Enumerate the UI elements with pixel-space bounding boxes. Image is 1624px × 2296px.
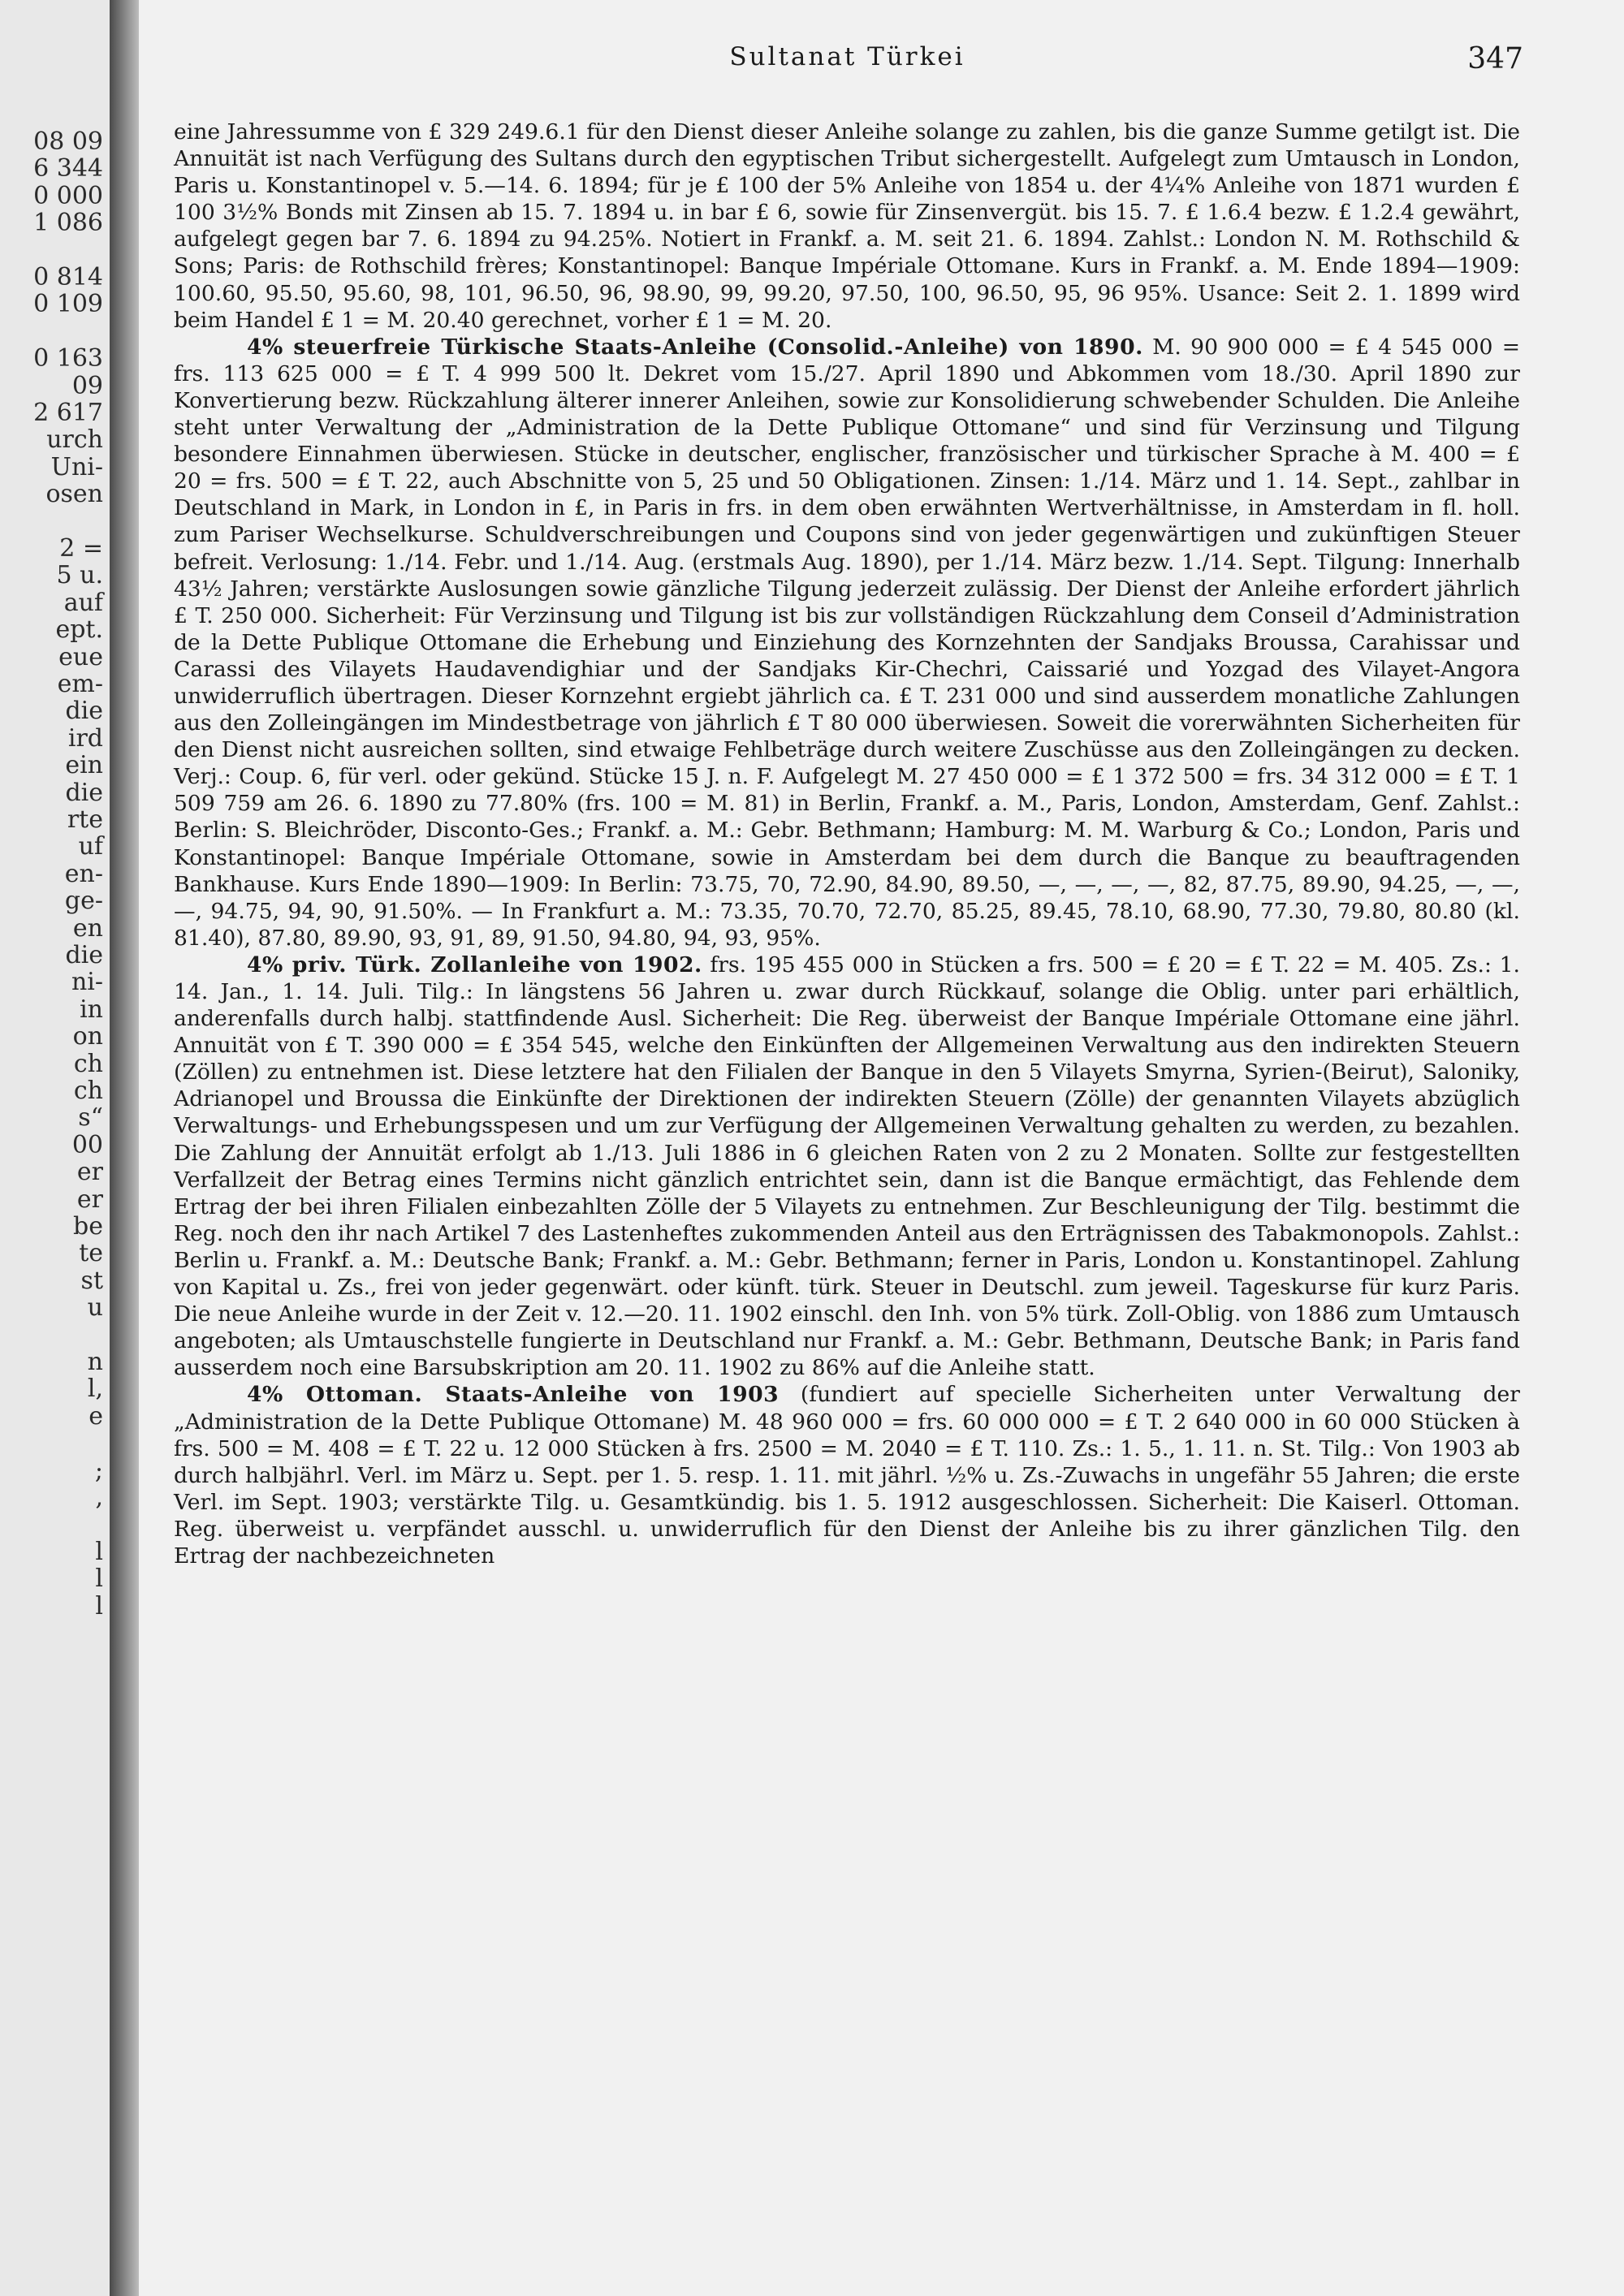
previous-page-fragment: osen: [45, 480, 103, 509]
previous-page-fragment: 0 163: [33, 344, 103, 373]
previous-page-fragment: te: [79, 1239, 103, 1268]
previous-page-fragment: s“: [78, 1103, 103, 1133]
previous-page-fragment: be: [73, 1212, 103, 1241]
previous-page-fragment: on: [72, 1022, 103, 1051]
paragraph-text: eine Jahressumme von £ 329 249.6.1 für den Dienst dieser Anleihe solange zu zahlen, bis die ganze Summe getilgt ist. Die Annuität ist nach Verfügung des Sultans durch den egyptischen Tribut sichergestellt. Aufgelegt zum Umtausch in London, Paris u. Konstantinopel v. 5.—14. 6. 1894; für je £ 100 der 5% Anleihe von 1854 u. der 4¼% Anleihe von 1871 wurden £ 100 3½% Bonds mit Zinsen ab 15. 7. 1894 u. in bar £ 6, sowie für Zinsenvergüt. bis 15. 7. £ 1.6.4 bezw. £ 1.2.4 gewährt, aufgelegt gegen bar 7. 6. 1894 zu 94.25%. Notiert in Frankf. a. M. seit 21. 6. 1894. Zahlst.: London N. M. Rothschild & Sons; Paris: de Rothschild frères; Konstantinopel: Banque Impériale Ottomane. Kurs in Frankf. a. M. Ende 1894—1909: 100.60, 95.50, 95.60, 98, 101, 96.50, 96, 98.90, 99, 99.20, 97.50, 100, 96.50, 95, 96 95%. Usance: Seit 2. 1. 1899 wird beim Handel £ 1 = M. 20.40 gerechnet, vorher £ 1 = M. 20.: [174, 119, 1520, 333]
previous-page-fragment: 09: [71, 371, 103, 400]
paragraph: [174, 334, 1520, 952]
previous-page-fragment: 2 =: [59, 534, 103, 563]
previous-page-fragment: rte: [67, 805, 103, 834]
running-title: Sultanat Türkei: [729, 42, 965, 71]
previous-page-fragment: e: [89, 1401, 103, 1431]
previous-page-fragment: 5 u.: [56, 561, 103, 590]
previous-page-fragment: Uni-: [50, 452, 103, 481]
previous-page-fragment: ch: [73, 1077, 103, 1105]
previous-page-fragment: eue: [58, 642, 103, 671]
previous-page-fragment: 6 344: [33, 154, 103, 183]
previous-page-fragment: ein: [65, 751, 103, 780]
body-text: [174, 119, 1520, 1569]
paragraph-text: frs. 195 455 000 in Stücken a frs. 500 = £ 20 = £ T. 22 = M. 405. Zs.: 1. 14. Jan., 1. 14. Juli. Tilg.: In längstens 56 Jahren u. zwar durch Rückkauf, solange die Oblig. unter pari erhältlich, anderenfalls durch halbj. stattfindende Ausl. Sicherheit: Die Reg. überweist der Banque Impériale Ottomane eine jährl. Annuität von £ T. 390 000 = £ 354 545, welche den Einkünften der Allgemeinen Verwaltung aus den indirekten Steuern (Zöllen) zu entnehmen ist. Diese letztere hat den Filialen der Banque in den 5 Vilayets Smyrna, Syrien-(Beirut), Saloniky, Adrianopel und Broussa die Einkünfte der Direktionen der indirekten Steuern (Zölle) der genannten Vilayets abzüglich Verwaltungs- und Erhebungsspesen und um zur Verfügung der Allgemeinen Verwaltung gehalten zu werden, zu bezahlen. Die Zahlung der Annuität erfolgt ab 1./13. Juli 1886 in 6 gleichen Raten von 2 zu 2 Monaten. Sollte zur festgestellten Verfallzeit der Betrag eines Termins nicht gänzlich entrichtet sein, dann ist die Banque ermächtigt, das Fehlende dem Ertrag der bei ihren Filialen einbezahlten Zölle der 5 Vilayets zu entnehmen. Zur Beschleunigung der Tilg. bestimmt die Reg. noch den ihr nach Artikel 7 des Lastenheftes zukommenden Anteil aus den Erträgnissen des Tabakmonopols. Zahlst.: Berlin u. Frankf. a. M.: Deutsche Bank; Frankf. a. M.: Gebr. Bethmann; ferner in Paris, London u. Konstantinopel. Zahlung von Kapital u. Zs., frei von jeder gegenwärt. oder künft. türk. Steuer in Deutschl. zum jeweil. Tageskurse für kurz Paris. Die neue Anleihe wurde in der Zeit v. 12.—20. 11. 1902 einschl. den Inh. von 5% türk. Zoll-Oblig. von 1886 zum Umtausch angeboten; als Umtauschstelle fungierte in Deutschland nur Frankf. a. M.: Gebr. Bethmann, Deutsche Bank; in Paris fand ausserdem noch eine Barsubskription am 20. 11. 1902 zu 86% auf die Anleihe statt.: [174, 952, 1520, 1381]
previous-page-margin: [0, 0, 110, 2296]
previous-page-fragment: die: [65, 697, 103, 726]
paragraph-text: M. 90 900 000 = £ 4 545 000 = frs. 113 625 000 = £ T. 4 999 500 lt. Dekret vom 15./27. April 1890 und Abkommen vom 18./30. April 1890 zur Konvertierung bezw. Rückzahlung älterer innerer Anleihen, sowie zur Konsolidierung schwebender Schulden. Die Anleihe steht unter Verwaltung der „Administration de la Dette Publique Ottomane“ und sind für Verzinsung und Tilgung besondere Einnahmen überwiesen. Stücke in deutscher, englischer, französischer und türkischer Sprache à M. 400 = £ 20 = frs. 500 = £ T. 22, auch Abschnitte von 5, 25 und 50 Obligationen. Zinsen: 1./14. März und 1. 14. Sept., zahlbar in Deutschland in Mark, in London in £, in Paris in frs. in dem oben erwähnten Wertverhältnisse, in Amsterdam in fl. holl. zum Pariser Wechselkurse. Schuldverschreibungen und Coupons sind von jeder gegenwärtigen und zukünftigen Steuer befreit. Verlosung: 1./14. Febr. und 1./14. Aug. (erstmals Aug. 1890), per 1./14. März bezw. 1./14. Sept. Tilgung: Innerhalb 43½ Jahren; verstärkte Auslosungen sowie gänzliche Tilgung jederzeit zulässig. Der Dienst der Anleihe erfordert jährlich £ T. 250 000. Sicherheit: Für Verzinsung und Tilgung ist bis zur vollständigen Rückzahlung dem Conseil d’Administration de la Dette Publique Ottomane die Erhebung und Einziehung des Kornzehnten der Sandjaks Broussa, Carahissar und Carassi des Vilayets Haudavendighiar und der Sandjaks Kir-Chechri, Caissarié und Yozgad des Vilayet-Angora unwiderruflich übertragen. Dieser Kornzehnt ergiebt jährlich ca. £ T. 231 000 und sind ausserdem monatliche Zahlungen aus den Zolleingängen im Mindestbetrage von jährlich £ T 80 000 überwiesen. Soweit die vorerwähnten Sicherheiten für den Dienst nicht ausreichen sollten, sind etwaige Fehlbeträge durch weitere Zuschüsse aus den Zolleingängen zu decken. Verj.: Coup. 6, für verl. oder gekünd. Stücke 15 J. n. F. Aufgelegt M. 27 450 000 = £ 1 372 500 = frs. 34 312 000 = £ T. 1 509 759 am 26. 6. 1890 zu 77.80% (frs. 100 = M. 81) in Berlin, Frankf. a. M., Paris, London, Amsterdam, Genf. Zahlst.: Berlin: S. Bleichröder, Disconto-Ges.; Frankf. a. M.: Gebr. Bethmann; Hamburg: M. M. Warburg & Co.; London, Paris und Konstantinopel: Banque Impériale Ottomane, sowie in Amsterdam bei dem durch die Banque zu beauftragenden Bankhause. Kurs Ende 1890—1909: In Berlin: 73.75, 70, 72.90, 84.90, 89.50, —, —, —, —, 82, 87.75, 89.90, 94.25, —, —, —, 94.75, 94, 90, 91.50%. — In Frankfurt a. M.: 73.35, 70.70, 72.70, 85.25, 89.45, 78.10, 68.90, 77.30, 79.80, 80.80 (kl. 81.40), 87.80, 89.90, 93, 91, 89, 91.50, 94.80, 94, 93, 95%.: [174, 334, 1520, 951]
previous-page-fragment: die: [65, 941, 103, 969]
previous-page-fragment: st: [80, 1266, 103, 1295]
previous-page-fragment: uf: [78, 832, 103, 861]
entry-heading: 4% priv. Türk. Zollanleihe von 1902.: [247, 952, 702, 978]
page: [139, 0, 1624, 2296]
previous-page-fragment: em-: [57, 670, 103, 698]
previous-page-fragment: 0 000: [33, 181, 103, 210]
paragraph: [174, 1381, 1520, 1569]
previous-page-fragment: ni-: [71, 968, 103, 997]
page-number: 347: [1467, 42, 1523, 76]
previous-page-fragment: ge-: [64, 887, 103, 916]
previous-page-fragment: ,: [95, 1483, 103, 1512]
previous-page-fragment: urch: [46, 425, 103, 455]
previous-page-fragment: ird: [67, 723, 103, 753]
previous-page-fragment: l: [95, 1591, 103, 1621]
paragraph: [174, 119, 1520, 334]
previous-page-fragment: l: [95, 1564, 103, 1594]
previous-page-fragment: 0 814: [33, 263, 103, 291]
entry-heading: 4% steuerfreie Türkische Staats-Anleihe (Consolid.-Anleihe) von 1890.: [247, 334, 1143, 360]
previous-page-fragment: en-: [64, 859, 103, 888]
page-header: [171, 42, 1523, 80]
previous-page-fragment: u: [87, 1293, 103, 1323]
previous-page-fragment: l: [95, 1537, 103, 1566]
previous-page-fragment: 0 109: [33, 290, 103, 319]
previous-page-fragment: ;: [94, 1456, 103, 1485]
previous-page-fragment: die: [65, 778, 103, 807]
previous-page-fragment: l,: [87, 1375, 103, 1404]
previous-page-fragment: 1 086: [33, 209, 103, 238]
previous-page-fragment: en: [72, 913, 103, 943]
previous-page-fragment: ch: [73, 1049, 103, 1078]
previous-page-fragment: er: [76, 1158, 103, 1187]
previous-page-fragment: 08 09: [33, 127, 103, 156]
previous-page-fragment: er: [76, 1185, 103, 1214]
previous-page-fragment: 2 617: [33, 399, 103, 427]
previous-page-fragment: ept.: [55, 615, 103, 645]
previous-page-fragment: auf: [63, 588, 103, 617]
previous-page-fragment: 00: [71, 1130, 103, 1159]
paragraph-text: (fundiert auf specielle Sicherheiten unter Verwaltung der „Administration de la Dette Publique Ottomane) M. 48 960 000 = frs. 60 000 000 = £ T. 2 640 000 in 60 000 Stücken à frs. 500 = M. 408 = £ T. 22 u. 12 000 Stücken à frs. 2500 = M. 2040 = £ T. 110. Zs.: 1. 5., 1. 11. n. St. Tilg.: Von 1903 ab durch halbjährl. Verl. im März u. Sept. per 1. 5. resp. 1. 11. mit jährl. ½% u. Zs.-Zuwachs in ungefähr 55 Jahren; die erste Verl. im Sept. 1903; verstärkte Tilg. u. Gesamtkündig. bis 1. 5. 1912 ausgeschlossen. Sicherheit: Die Kaiserl. Ottoman. Reg. überweist u. verpfändet ausschl. u. unwiderruflich für den Dienst der Anleihe bis zu ihrer gänzlichen Tilg. den Ertrag der nachbezeichneten: [174, 1382, 1520, 1569]
previous-page-fragment: n: [87, 1348, 103, 1376]
book-gutter: [110, 0, 139, 2296]
paragraph: [174, 952, 1520, 1382]
entry-heading: 4% Ottoman. Staats-Anleihe von 1903: [247, 1382, 780, 1408]
previous-page-fragment: in: [80, 995, 103, 1024]
